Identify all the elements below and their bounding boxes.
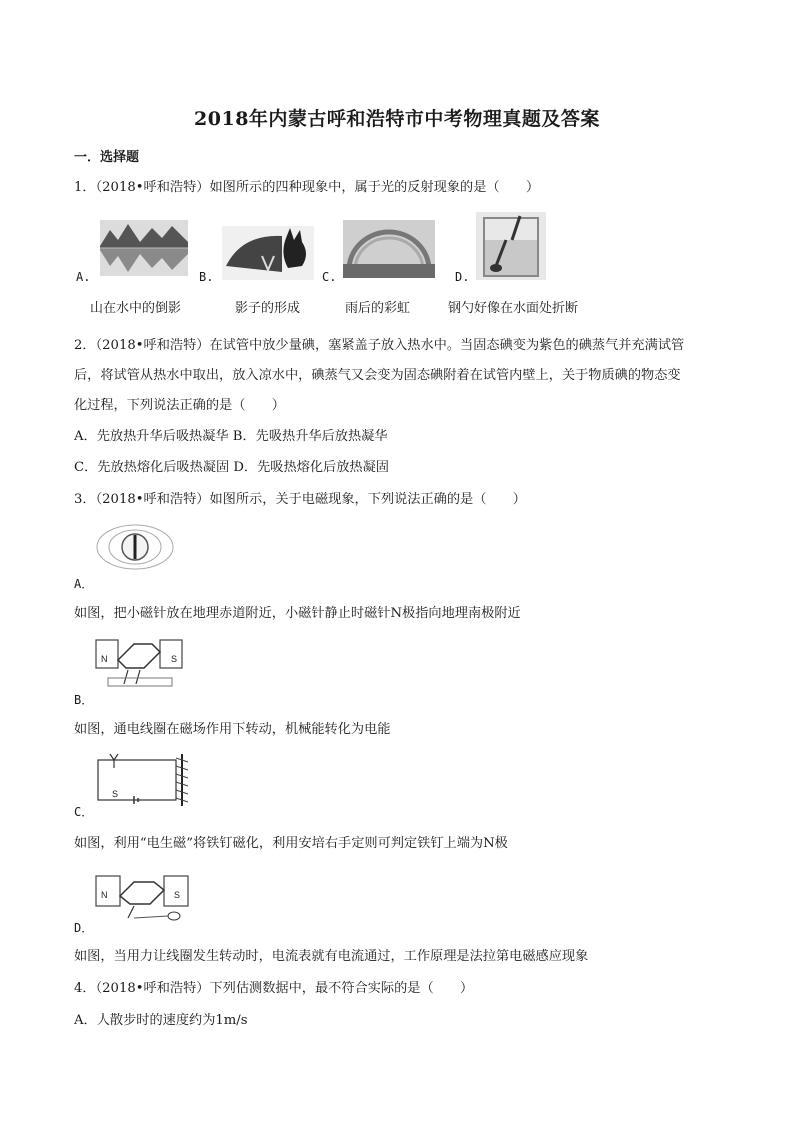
q3-figure-a-compass-field xyxy=(94,522,176,572)
q3-option-b-text: 如图，通电线圈在磁场作用下转动，机械能转化为电能 xyxy=(74,722,391,737)
q3-option-b-letter: B． xyxy=(74,693,94,707)
q1-figure-d-spoon-in-water xyxy=(476,212,546,280)
q3-stem: 3．（2018•呼和浩特）如图所示，关于电磁现象，下列说法正确的是（ ） xyxy=(74,492,526,507)
q3-option-d-text: 如图，当用力让线圈发生转动时，电流表就有电流通过，工作原理是法拉第电磁感应现象 xyxy=(74,949,589,964)
q3-option-c-letter: C． xyxy=(74,805,94,819)
q1-option-a-letter: A. xyxy=(76,270,91,284)
page-title: 2018年内蒙古呼和浩特市中考物理真题及答案 xyxy=(194,108,600,130)
q2-options-ab: A．先放热升华后吸热凝华 B．先吸热升华后放热凝华 xyxy=(74,429,388,444)
section-heading: 一．选择题 xyxy=(74,150,140,165)
q1-caption-c: 雨后的彩虹 xyxy=(345,301,411,316)
q1-caption-b: 影子的形成 xyxy=(235,301,301,316)
q4-stem: 4．（2018•呼和浩特）下列估测数据中，最不符合实际的是（ ） xyxy=(74,981,474,996)
q2-line-3: 化过程，下列说法正确的是（ ） xyxy=(74,398,285,413)
q3-figure-c-electromagnet xyxy=(94,750,194,810)
q3-option-c-text: 如图，利用“电生磁”将铁钉磁化，利用安培右手定则可判定铁钉上端为N极 xyxy=(74,836,508,851)
q1-caption-a: 山在水中的倒影 xyxy=(90,301,182,316)
q1-figure-b-shadow-play xyxy=(222,226,314,280)
q3-option-d-letter: D． xyxy=(74,921,94,935)
q2-line-2: 后，将试管从热水中取出，放入凉水中，碘蒸气又会变为固态碘附着在试管内壁上，关于物质碘的物态变 xyxy=(74,368,681,383)
q1-option-d-letter: D. xyxy=(455,270,470,284)
q1-caption-d: 钢勺好像在水面处折断 xyxy=(448,301,579,316)
q2-options-cd: C．先放热熔化后吸热凝固 D．先吸热熔化后放热凝固 xyxy=(74,460,389,475)
q1-option-b-letter: B. xyxy=(199,270,214,284)
q3-option-a-letter: A． xyxy=(74,577,94,591)
q2-line-1: 2．（2018•呼和浩特）在试管中放少量碘，塞紧盖子放入热水中。当固态碘变为紫色的碘蒸气并充满试管 xyxy=(74,338,685,353)
q3-c-switch-label: S xyxy=(112,789,119,799)
q3-option-a-text: 如图，把小磁针放在地理赤道附近，小磁针静止时磁针N极指向地理南极附近 xyxy=(74,606,521,621)
q3-d-south-label: S xyxy=(174,890,181,900)
q1-option-c-letter: C. xyxy=(322,270,337,284)
q3-b-south-label: S xyxy=(171,654,178,664)
q1-figure-a-mountain-reflection xyxy=(100,220,188,276)
q1-stem: 1．（2018•呼和浩特）如图所示的四种现象中，属于光的反射现象的是（ ） xyxy=(74,180,540,195)
q3-d-north-label: N xyxy=(101,890,108,900)
q1-figure-c-rainbow xyxy=(343,220,435,278)
q3-b-north-label: N xyxy=(101,654,108,664)
q4-option-a: A．人散步时的速度约为1m/s xyxy=(74,1013,248,1028)
